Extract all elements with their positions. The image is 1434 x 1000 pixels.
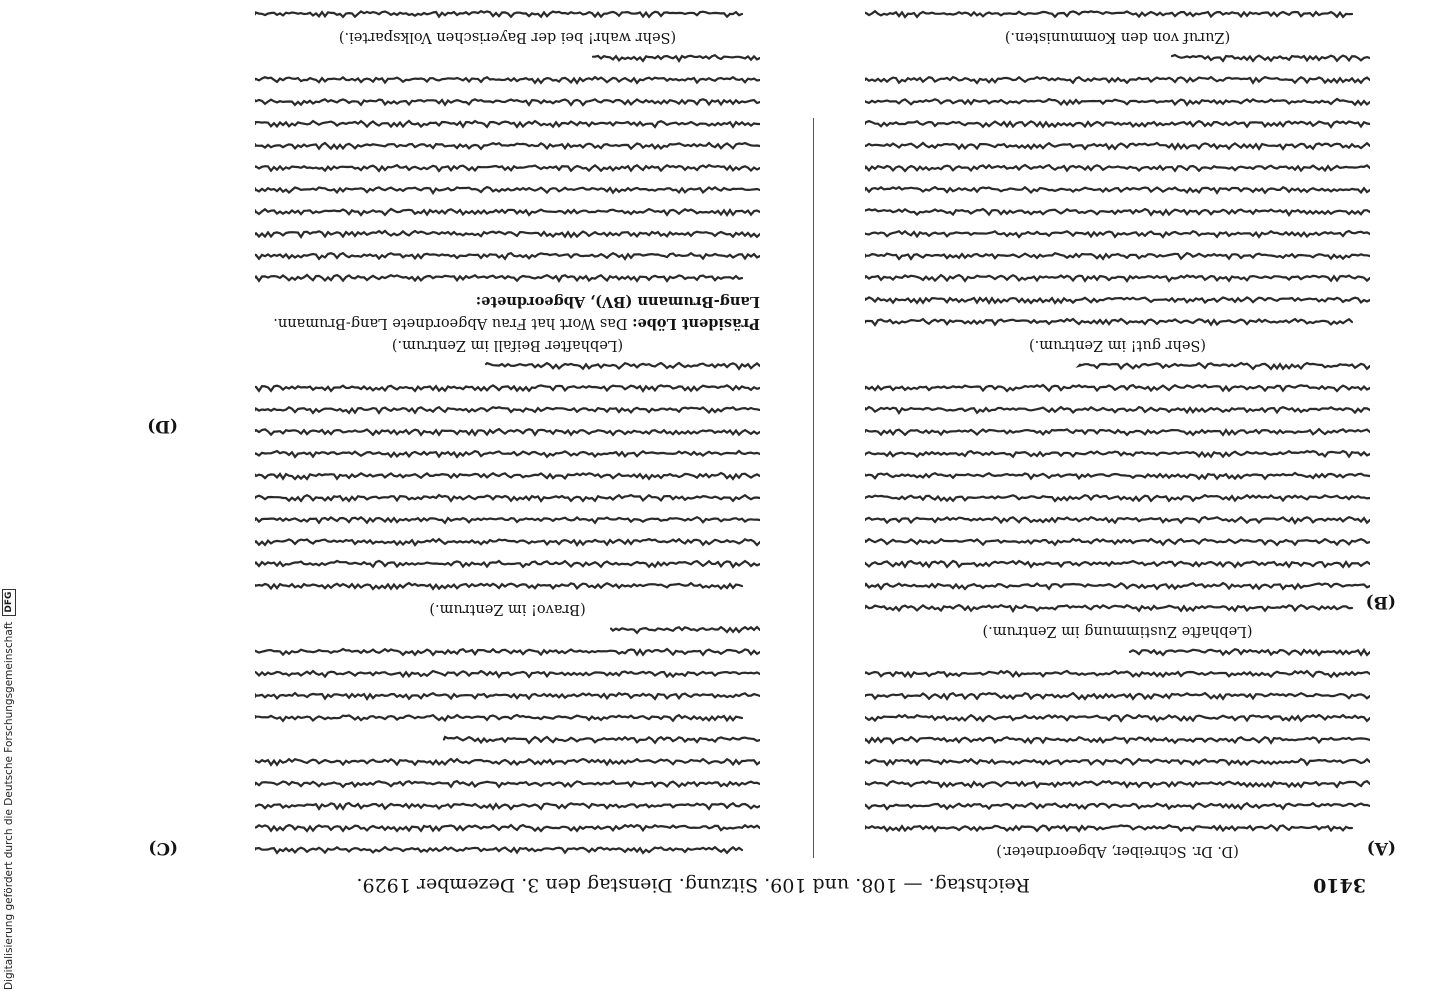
illegible-text-line: [255, 4, 760, 26]
paragraph: [865, 642, 1370, 840]
illegible-text-line: [255, 642, 760, 664]
illegible-text-line: [255, 488, 760, 510]
illegible-text-line: [255, 840, 760, 862]
president-label: Präsident Löbe:: [632, 315, 760, 332]
illegible-text-line: [865, 686, 1370, 708]
illegible-text-line: [255, 378, 760, 400]
illegible-text-line: [865, 356, 1370, 378]
illegible-text-line: [865, 818, 1370, 840]
illegible-text-line: [865, 290, 1370, 312]
paragraph: [255, 356, 760, 598]
illegible-text-line: [255, 774, 760, 796]
stage-direction: (Lebhafter Beifall im Zentrum.): [391, 337, 624, 353]
illegible-text-line: [255, 158, 760, 180]
illegible-text-line: [865, 730, 1370, 752]
illegible-text-line: [255, 620, 760, 642]
stage-direction: (Lebhafte Zustimmung im Zentrum.): [982, 623, 1253, 639]
illegible-text-line: [255, 70, 760, 92]
illegible-text-line: [255, 48, 760, 70]
illegible-text-line: [865, 752, 1370, 774]
illegible-text-line: [865, 136, 1370, 158]
illegible-text-line: [255, 136, 760, 158]
speaker-reference: (D. Dr. Schreiber, Abgeordneter.): [996, 843, 1239, 859]
illegible-text-line: [255, 576, 760, 598]
illegible-text-line: [865, 70, 1370, 92]
illegible-text-line: [865, 532, 1370, 554]
illegible-text-line: [865, 422, 1370, 444]
illegible-text-line: [255, 246, 760, 268]
illegible-text-line: [865, 598, 1370, 620]
illegible-text-line: [255, 664, 760, 686]
illegible-text-line: [255, 422, 760, 444]
illegible-text-line: [865, 708, 1370, 730]
illegible-text-line: [255, 202, 760, 224]
stage-direction: (Bravo! im Zentrum.): [429, 601, 586, 617]
president-text: Das Wort hat Frau Abgeordnete Lang-Brumann.: [273, 315, 628, 331]
stage-direction: (Zuruf von den Kommunisten.): [1004, 29, 1231, 45]
margin-marker-d: (D): [147, 416, 178, 436]
document-page-upside-down: [147, 29, 1396, 902]
speaker-label: Lang-Brumann (BV), Abgeordnete:: [475, 293, 760, 310]
illegible-text-line: [865, 180, 1370, 202]
illegible-text-line: [865, 400, 1370, 422]
illegible-text-line: [865, 0, 1370, 4]
left-column: [865, 0, 1370, 862]
illegible-text-line: [865, 576, 1370, 598]
illegible-text-line: [255, 268, 760, 290]
illegible-text-line: [865, 158, 1370, 180]
stage-direction: (Sehr gut! im Zentrum.): [1028, 337, 1207, 353]
credit-text: Digitalisierung gefördert durch die Deutsche Forschungsgemeinschaft: [3, 621, 15, 990]
illegible-text-line: [865, 4, 1370, 26]
illegible-text-line: [255, 708, 760, 730]
column-divider: [813, 118, 814, 858]
speaker-line: [255, 290, 760, 312]
illegible-text-line: [255, 356, 760, 378]
illegible-text-line: [255, 224, 760, 246]
paragraph: [865, 48, 1370, 334]
illegible-text-line: [255, 114, 760, 136]
illegible-text-line: [255, 92, 760, 114]
margin-marker-b: (B): [1365, 592, 1396, 612]
illegible-text-line: [865, 642, 1370, 664]
illegible-text-line: [255, 0, 760, 4]
page-number: 3410: [1313, 874, 1366, 896]
right-column: [255, 0, 760, 862]
margin-marker-c: (C): [148, 838, 178, 858]
paragraph: [255, 0, 760, 26]
illegible-text-line: [255, 532, 760, 554]
running-header: [155, 862, 1370, 902]
illegible-text-line: [865, 554, 1370, 576]
illegible-text-line: [255, 400, 760, 422]
illegible-text-line: [255, 466, 760, 488]
running-title: Reichstag. — 108. und 109. Sitzung. Dienstag den 3. Dezember 1929.: [356, 874, 1030, 896]
illegible-text-line: [865, 774, 1370, 796]
illegible-text-line: [255, 510, 760, 532]
digitization-credit: [0, 20, 18, 990]
paragraph: [255, 48, 760, 290]
illegible-text-line: [255, 818, 760, 840]
paragraph: [865, 0, 1370, 26]
stage-direction: (Sehr wahr! bei der Bayerischen Volkspartei.): [338, 29, 677, 45]
illegible-text-line: [865, 92, 1370, 114]
margin-marker-a: (A): [1366, 838, 1396, 858]
illegible-text-line: [865, 312, 1370, 334]
illegible-text-line: [865, 114, 1370, 136]
paragraph: [255, 620, 760, 730]
illegible-text-line: [865, 246, 1370, 268]
illegible-text-line: [865, 488, 1370, 510]
illegible-text-line: [255, 686, 760, 708]
illegible-text-line: [865, 466, 1370, 488]
illegible-text-line: [865, 796, 1370, 818]
illegible-text-line: [865, 224, 1370, 246]
illegible-text-line: [255, 554, 760, 576]
illegible-text-line: [255, 444, 760, 466]
paragraph: [255, 730, 760, 862]
paragraph: [865, 356, 1370, 620]
illegible-text-line: [865, 510, 1370, 532]
illegible-text-line: [865, 444, 1370, 466]
illegible-text-line: [255, 180, 760, 202]
president-line: [255, 312, 760, 334]
illegible-text-line: [865, 664, 1370, 686]
illegible-text-line: [865, 202, 1370, 224]
dfg-logo: DFG: [2, 589, 16, 616]
illegible-text-line: [865, 268, 1370, 290]
illegible-text-line: [865, 378, 1370, 400]
illegible-text-line: [255, 730, 760, 752]
illegible-text-line: [255, 752, 760, 774]
illegible-text-line: [255, 796, 760, 818]
illegible-text-line: [865, 48, 1370, 70]
